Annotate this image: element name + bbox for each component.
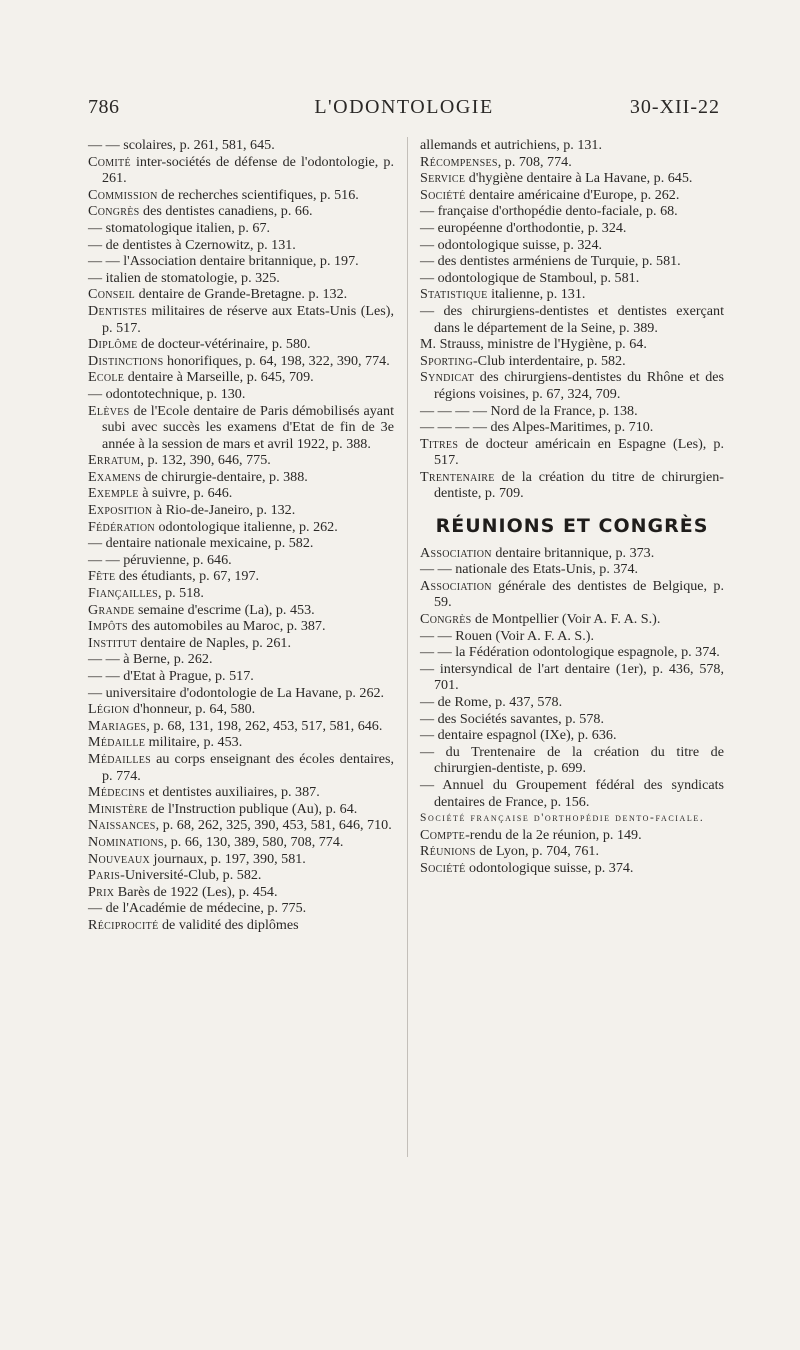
index-entry	[88, 519, 394, 536]
entry-keyword: Dentistes	[88, 302, 147, 319]
entry-keyword: Trentenaire	[420, 468, 495, 485]
entry-keyword: Médaille	[88, 734, 146, 751]
entry-keyword: Prix	[88, 883, 115, 900]
index-entry	[420, 694, 724, 711]
entry-text: de recherches scientifiques, p. 516.	[157, 186, 359, 203]
index-entry	[88, 884, 394, 901]
index-entry	[420, 203, 724, 220]
index-entry	[420, 270, 724, 287]
index-entry	[420, 628, 724, 645]
entry-text: de Lyon, p. 704, 761.	[475, 843, 600, 860]
entry-text: — — la Fédération odontologique espagnole, p. 374.	[420, 644, 720, 661]
index-entry	[420, 336, 724, 353]
index-entry	[88, 187, 394, 204]
index-entry	[88, 585, 394, 602]
entry-text: odontologique italienne, p. 262.	[154, 518, 338, 535]
entry-text: -Club interdentaire, p. 582.	[472, 352, 626, 369]
entry-keyword: Société	[420, 186, 466, 203]
entry-keyword: Nouveaux	[88, 850, 151, 867]
index-entry	[420, 369, 724, 402]
entry-text: — italien de stomatologie, p. 325.	[88, 269, 280, 286]
index-entry	[420, 187, 724, 204]
entry-text: de docteur américain en Espagne (Les), p. 517.	[434, 435, 724, 469]
index-entry	[88, 817, 394, 834]
entry-keyword: Médailles	[88, 750, 152, 767]
entry-keyword: Association	[420, 544, 492, 561]
index-entry	[88, 369, 394, 386]
index-entry	[420, 154, 724, 171]
entry-text: et dentistes auxiliaires, p. 387.	[145, 784, 320, 801]
entry-text: de l'Instruction publique (Au), p. 64.	[147, 800, 358, 817]
index-entry	[88, 403, 394, 453]
index-entry	[420, 711, 724, 728]
entry-text: générale des dentistes de Belgique, p. 59.	[434, 577, 724, 611]
entry-keyword: Fiançailles	[88, 585, 159, 602]
entry-text: — — d'Etat à Prague, p. 517.	[88, 668, 254, 684]
entry-text: — — nationale des Etats-Unis, p. 374.	[420, 561, 639, 578]
index-entry	[88, 651, 394, 668]
entry-text: militaire, p. 453.	[145, 734, 243, 751]
entry-text: allemands et autrichiens, p. 131.	[420, 137, 602, 153]
column-divider	[407, 137, 408, 1157]
entry-keyword: Compte	[420, 826, 466, 843]
entry-text: -Université-Club, p. 582.	[120, 867, 262, 884]
entry-text: de chirurgie-dentaire, p. 388.	[140, 468, 308, 485]
meetings-entries	[420, 545, 724, 877]
index-entry	[88, 834, 394, 851]
entry-keyword: Service	[420, 170, 466, 187]
index-entry	[420, 810, 724, 827]
entry-text: , p. 518.	[158, 585, 204, 602]
entry-keyword: Ecole	[88, 369, 125, 386]
index-entry	[420, 545, 724, 562]
index-entry	[88, 602, 394, 619]
index-entry	[88, 286, 394, 303]
entry-text: — — l'Association dentaire britannique, p. 197.	[88, 253, 359, 270]
entry-text: — de dentistes à Czernowitz, p. 131.	[88, 236, 296, 253]
entry-keyword: Diplôme	[88, 336, 138, 353]
entry-text: — — — — Nord de la France, p. 138.	[420, 402, 638, 419]
index-entry	[420, 220, 724, 237]
index-entry	[88, 469, 394, 486]
entry-text: journaux, p. 197, 390, 581.	[150, 850, 306, 867]
entry-keyword: Médecins	[88, 784, 146, 801]
index-entry	[420, 403, 724, 420]
index-entry	[88, 685, 394, 702]
entry-keyword: Commission	[88, 186, 158, 203]
entry-text: des automobiles au Maroc, p. 387.	[127, 618, 326, 635]
entry-text: de l'Ecole dentaire de Paris démobilisés ayant subi avec succès les examens d'Etat de fin de 3e année à la session de mars et avril 1922, p. 388.	[102, 402, 394, 452]
issue-date: 30-XII-22	[629, 96, 720, 118]
entry-text: d'honneur, p. 64, 580.	[129, 701, 256, 718]
entry-text: — dentaire nationale mexicaine, p. 582.	[88, 535, 314, 552]
entry-keyword: Fête	[88, 568, 116, 585]
entry-text: M. Strauss, ministre de l'Hygiène, p. 64.	[420, 336, 647, 353]
entry-text: odontologique suisse, p. 374.	[465, 859, 634, 876]
index-entry	[420, 744, 724, 777]
entry-keyword: Statistique	[420, 286, 488, 303]
entry-keyword: Récompenses	[420, 153, 498, 170]
index-entry	[88, 203, 394, 220]
index-entry	[88, 485, 394, 502]
entry-text: d'hygiène dentaire à La Havane, p. 645.	[465, 170, 693, 187]
entry-keyword: Examens	[88, 468, 141, 485]
index-entry	[88, 751, 394, 784]
entry-text: — Annuel du Groupement fédéral des syndicats dentaires de France, p. 156.	[420, 776, 724, 810]
entry-text: semaine d'escrime (La), p. 453.	[134, 601, 315, 618]
index-entry	[420, 561, 724, 578]
entry-text: de docteur-vétérinaire, p. 580.	[137, 336, 311, 353]
entry-text: dentaire de Naples, p. 261.	[136, 634, 291, 651]
left-column	[88, 137, 394, 934]
index-entry	[420, 578, 724, 611]
index-entry	[420, 286, 724, 303]
index-entry	[420, 661, 724, 694]
index-entry	[88, 851, 394, 868]
entry-keyword: Fédération	[88, 518, 155, 535]
entry-keyword: Titres	[420, 435, 459, 452]
entry-text: — — Rouen (Voir A. F. A. S.).	[420, 627, 595, 644]
entry-keyword: Paris	[88, 867, 121, 884]
entry-text: — — — — des Alpes-Maritimes, p. 710.	[420, 419, 654, 436]
entry-keyword: Elèves	[88, 402, 130, 419]
index-entry	[88, 336, 394, 353]
entry-keyword: Conseil	[88, 286, 136, 303]
section-title: RÉUNIONS ET CONGRÈS	[435, 515, 709, 538]
entry-keyword: Congrès	[420, 611, 472, 628]
entry-keyword: Comité	[88, 153, 131, 170]
entry-text: — odontologique de Stamboul, p. 581.	[420, 269, 640, 286]
index-entry	[420, 644, 724, 661]
entry-text: — française d'orthopédie dento-faciale, p. 68.	[420, 203, 678, 220]
entry-keyword: Légion	[88, 701, 130, 718]
entry-text: — dentaire espagnol (IXe), p. 636.	[420, 727, 617, 744]
running-title: L'ODONTOLOGIE	[314, 96, 494, 118]
entry-text: dentaire à Marseille, p. 645, 709.	[124, 369, 314, 386]
entry-keyword: Distinctions	[88, 352, 164, 369]
entry-text: des chirurgiens-dentistes du Rhône et des régions voisines, p. 67, 324, 709.	[434, 369, 724, 402]
index-entry	[420, 419, 724, 436]
entry-text: , p. 68, 131, 198, 262, 453, 517, 581, 646.	[146, 717, 383, 734]
index-entry	[420, 436, 724, 469]
entry-text: — — à Berne, p. 262.	[88, 651, 213, 668]
entry-text: Société française d'orthopédie dento-faciale.	[420, 812, 705, 825]
page-number: 786	[88, 96, 120, 118]
entry-keyword: Grande	[88, 601, 135, 618]
index-entry	[420, 611, 724, 628]
entry-text: de Montpellier (Voir A. F. A. S.).	[471, 611, 661, 628]
index-entry	[420, 137, 724, 154]
entry-text: — intersyndical de l'art dentaire (1er), p. 436, 578, 701.	[420, 660, 724, 694]
entry-text: — odontologique suisse, p. 324.	[420, 236, 603, 253]
entry-keyword: Sporting	[420, 352, 473, 369]
entry-text: — du Trentenaire de la création du titre de chirurgien-dentiste, p. 699.	[420, 743, 724, 777]
index-entry	[420, 727, 724, 744]
index-entry	[88, 270, 394, 287]
index-entry	[420, 237, 724, 254]
index-entry	[420, 303, 724, 336]
entry-keyword: Exposition	[88, 502, 153, 519]
entry-text: — des dentistes arméniens de Turquie, p. 581.	[420, 253, 681, 270]
entry-keyword: Naissances	[88, 817, 156, 834]
index-entry	[88, 568, 394, 585]
index-entry	[420, 860, 724, 877]
entry-text: -rendu de la 2e réunion, p. 149.	[465, 826, 642, 843]
entry-text: — des chirurgiens-dentistes et dentistes exerçant dans le département de la Seine, p. 389.	[420, 302, 724, 336]
entry-text: — odontotechnique, p. 130.	[88, 385, 246, 402]
entry-text: , p. 132, 390, 646, 775.	[140, 452, 271, 469]
entry-text: dentaire britannique, p. 373.	[491, 544, 655, 561]
entry-text: des dentistes canadiens, p. 66.	[139, 203, 313, 220]
entry-text: — — scolaires, p. 261, 581, 645.	[88, 137, 275, 153]
entry-keyword: Mariages	[88, 717, 147, 734]
index-entry	[88, 635, 394, 652]
right-column	[420, 137, 724, 877]
entry-text: , p. 68, 262, 325, 390, 453, 581, 646, 710.	[155, 817, 392, 834]
entry-text: de validité des diplômes	[158, 916, 299, 933]
entry-keyword: Association	[420, 577, 492, 594]
index-entry	[88, 137, 394, 154]
entry-text: italienne, p. 131.	[487, 286, 586, 303]
index-entry	[88, 303, 394, 336]
entry-text: à suivre, p. 646.	[138, 485, 233, 502]
entry-text: des étudiants, p. 67, 197.	[115, 568, 260, 585]
index-entry	[88, 452, 394, 469]
entry-keyword: Ministère	[88, 800, 148, 817]
index-entry	[88, 701, 394, 718]
entry-text: — des Sociétés savantes, p. 578.	[420, 710, 604, 727]
entry-text: — stomatologique italien, p. 67.	[88, 219, 271, 236]
entry-text: à Rio-de-Janeiro, p. 132.	[152, 502, 296, 519]
index-entry	[88, 900, 394, 917]
index-entry	[420, 469, 724, 502]
entry-keyword: Société	[420, 859, 466, 876]
entry-text: inter-sociétés de défense de l'odontologie, p. 261.	[102, 153, 394, 187]
entry-keyword: Nominations	[88, 833, 164, 850]
entry-text: — universitaire d'odontologie de La Havane, p. 262.	[88, 684, 385, 701]
entry-text: , p. 708, 774.	[497, 153, 572, 170]
index-entry	[420, 777, 724, 810]
index-entry	[88, 618, 394, 635]
right-column-entries	[420, 137, 724, 502]
entry-text: , p. 66, 130, 389, 580, 708, 774.	[163, 833, 344, 850]
entry-text: — — péruvienne, p. 646.	[88, 551, 232, 568]
index-entry	[88, 668, 394, 685]
index-entry	[88, 353, 394, 370]
index-entry	[88, 784, 394, 801]
index-entry	[420, 353, 724, 370]
entry-keyword: Erratum	[88, 452, 141, 469]
index-entry	[88, 917, 394, 934]
index-entry	[88, 237, 394, 254]
index-entry	[420, 253, 724, 270]
index-entry	[88, 253, 394, 270]
entry-text: — de Rome, p. 437, 578.	[420, 694, 563, 710]
index-entry	[88, 154, 394, 187]
index-entry	[88, 220, 394, 237]
entry-text: — européenne d'orthodontie, p. 324.	[420, 219, 627, 236]
index-entry	[88, 502, 394, 519]
entry-text: — de l'Académie de médecine, p. 775.	[88, 900, 307, 917]
entry-text: au corps enseignant des écoles dentaires, p. 774.	[102, 750, 394, 784]
index-entry	[88, 535, 394, 552]
entry-keyword: Réciprocité	[88, 916, 159, 933]
entry-keyword: Congrès	[88, 203, 140, 220]
entry-keyword: Institut	[88, 634, 137, 651]
index-entry	[88, 801, 394, 818]
entry-keyword: Réunions	[420, 843, 476, 860]
entry-text: dentaire de Grande-Bretagne. p. 132.	[135, 286, 348, 303]
entry-keyword: Impôts	[88, 618, 128, 635]
entry-text: militaires de réserve aux Etats-Unis (Les), p. 517.	[102, 302, 394, 336]
entry-keyword: Exemple	[88, 485, 139, 502]
index-entry	[420, 827, 724, 844]
entry-text: Barès de 1922 (Les), p. 454.	[114, 883, 278, 900]
index-entry	[88, 867, 394, 884]
entry-text: dentaire américaine d'Europe, p. 262.	[465, 186, 680, 203]
entry-text: de la création du titre de chirurgien-dentiste, p. 709.	[434, 468, 724, 502]
index-entry	[420, 170, 724, 187]
entry-keyword: Syndicat	[420, 369, 475, 386]
index-entry	[88, 386, 394, 403]
page-header	[88, 96, 720, 126]
index-entry	[420, 843, 724, 860]
index-entry	[88, 552, 394, 569]
index-entry	[88, 734, 394, 751]
index-entry	[88, 718, 394, 735]
entry-text: honorifiques, p. 64, 198, 322, 390, 774.	[163, 352, 390, 369]
